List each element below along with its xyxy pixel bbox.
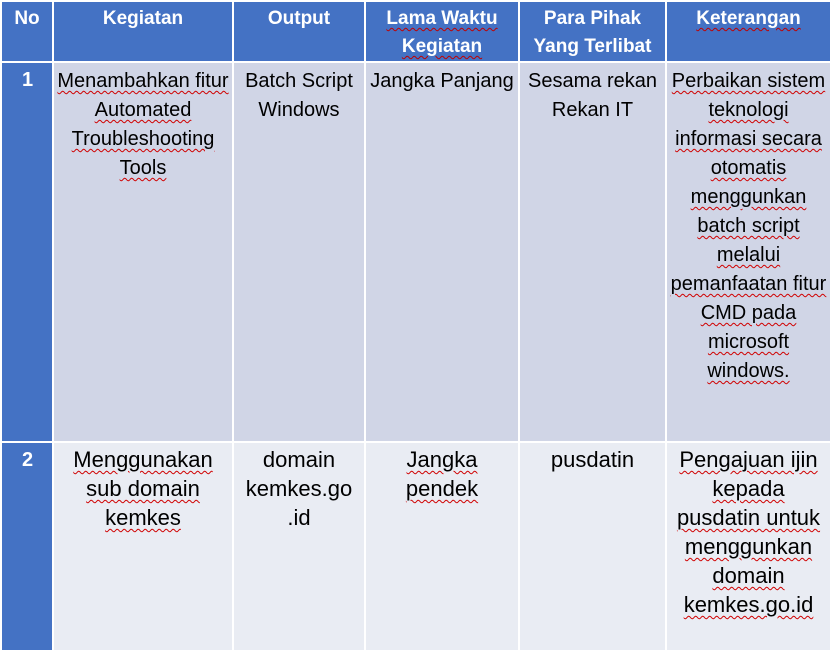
cell-kegiatan: Menambahkan fitur Automated Troubleshooting Tools (53, 62, 233, 442)
header-lama-waktu: Lama Waktu Kegiatan (365, 1, 519, 62)
cell-lama-waktu: Jangka pendek (365, 442, 519, 651)
cell-output: Batch Script Windows (233, 62, 365, 442)
row-number: 2 (1, 442, 53, 651)
header-para-pihak: Para Pihak Yang Terlibat (519, 1, 666, 62)
header-output: Output (233, 1, 365, 62)
table-row (1, 442, 830, 651)
table-header-row (1, 1, 830, 62)
table-row (1, 62, 830, 442)
cell-keterangan: Perbaikan sistem teknologi informasi secara otomatis menggunkan batch script melalui pemanfaatan fitur CMD pada microsoft windows. (666, 62, 830, 442)
cell-keterangan: Pengajuan ijin kepada pusdatin untuk menggunkan domain kemkes.go.id (666, 442, 830, 651)
cell-para-pihak: Sesama rekan Rekan IT (519, 62, 666, 442)
cell-lama-waktu: Jangka Panjang (365, 62, 519, 442)
cell-output: domain kemkes.go .id (233, 442, 365, 651)
header-no: No (1, 1, 53, 62)
header-keterangan: Keterangan (666, 1, 830, 62)
cell-para-pihak: pusdatin (519, 442, 666, 651)
header-kegiatan: Kegiatan (53, 1, 233, 62)
cell-kegiatan: Menggunakan sub domain kemkes (53, 442, 233, 651)
row-number: 1 (1, 62, 53, 442)
